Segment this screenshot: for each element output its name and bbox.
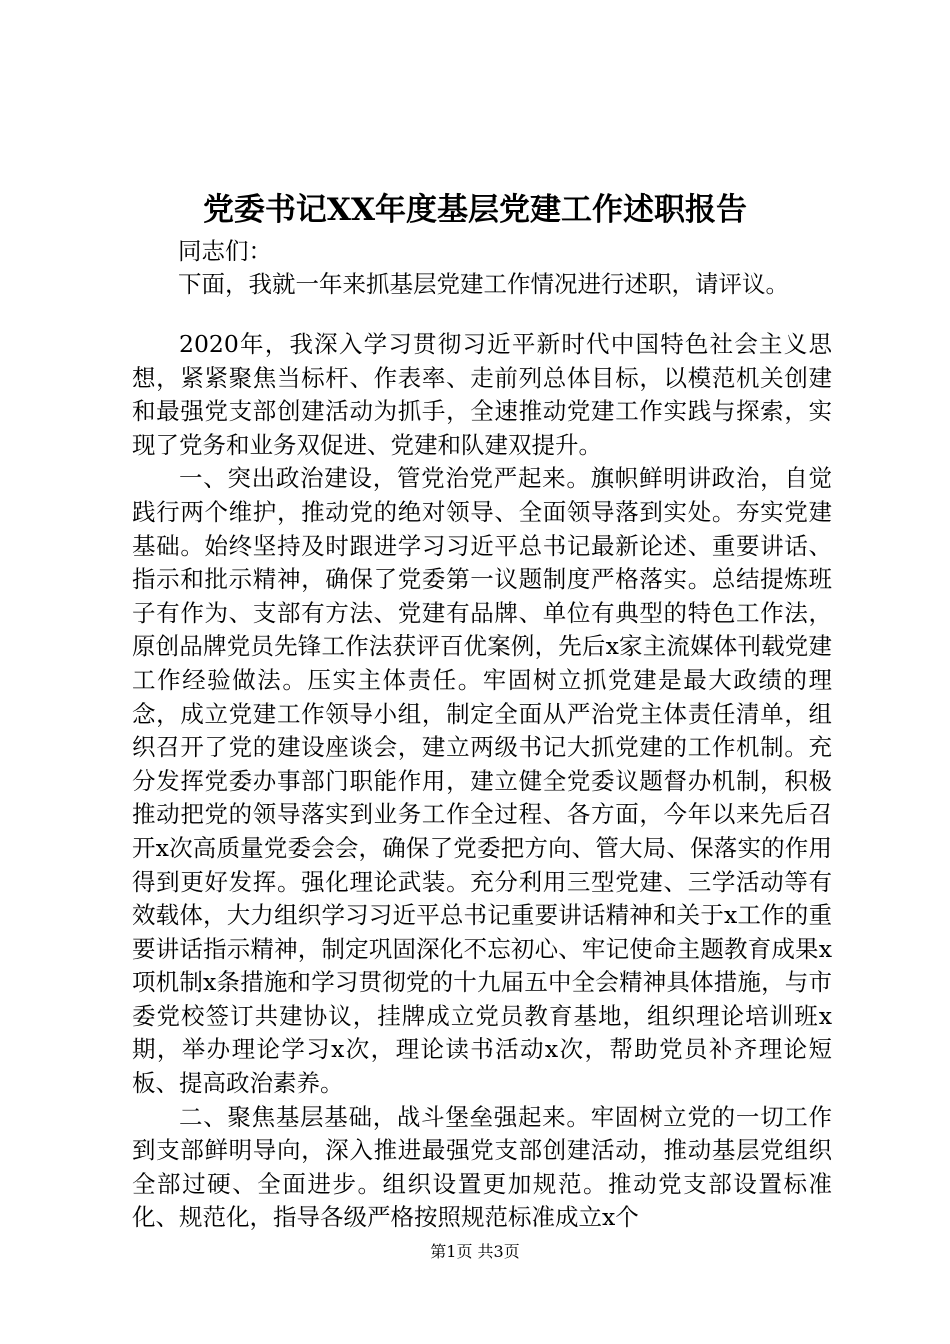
paragraph-section-two: 二、聚焦基层基础，战斗堡垒强起来。牢固树立党的一切工作到支部鲜明导向，深入推进最强党支部创建活动，推动基层党组织全部过硬、全面进步。组织设置更加规范。推动党支部设置标准化、规范化，指导各级严格按照规范标准成立x个 [132, 1102, 832, 1232]
page-number-footer: 第1页 共3页 [430, 1242, 520, 1261]
intro-line: 下面，我就一年来抓基层党建工作情况进行述职，请评议。 [178, 270, 789, 298]
document-title: 党委书记XX年度基层党建工作述职报告 [202, 192, 748, 228]
document-body [132, 328, 832, 1235]
salutation: 同志们： [178, 237, 272, 265]
paragraph-section-one: 一、突出政治建设，管党治党严起来。旗帜鲜明讲政治，自觉践行两个维护，推动党的绝对领导、全面领导落到实处。夯实党建基础。始终坚持及时跟进学习习近平总书记最新论述、重要讲话、指示和批示精神，确保了党委第一议题制度严格落实。总结提炼班子有作为、支部有方法、党建有品牌、单位有典型的特色工作法，原创品牌党员先锋工作法获评百优案例，先后x家主流媒体刊载党建工作经验做法。压实主体责任。牢固树立抓党建是最大政绩的理念，成立党建工作领导小组，制定全面从严治党主体责任清单，组织召开了党的建设座谈会，建立两级书记大抓党建的工作机制。充分发挥党委办事部门职能作用，建立健全党委议题督办机制，积极推动把党的领导落实到业务工作全过程、各方面，今年以来先后召开x次高质量党委会会，确保了党委把方向、管大局、保落实的作用得到更好发挥。强化理论武装。充分利用三型党建、三学活动等有效载体，大力组织学习习近平总书记重要讲话精神和关于x工作的重要讲话指示精神，制定巩固深化不忘初心、牢记使命主题教育成果x项机制x条措施和学习贯彻党的十九届五中全会精神具体措施，与市委党校签订共建协议，挂牌成立党员教育基地，组织理论培训班x期，举办理论学习x次，理论读书活动x次，帮助党员补齐理论短板、提高政治素养。 [132, 464, 832, 1098]
paragraph-overview: 2020年，我深入学习贯彻习近平新时代中国特色社会主义思想，紧紧聚焦当标杆、作表率、走前列总体目标，以模范机关创建和最强党支部创建活动为抓手，全速推动党建工作实践与探索，实现了党务和业务双促进、党建和队建双提升。 [132, 330, 832, 459]
